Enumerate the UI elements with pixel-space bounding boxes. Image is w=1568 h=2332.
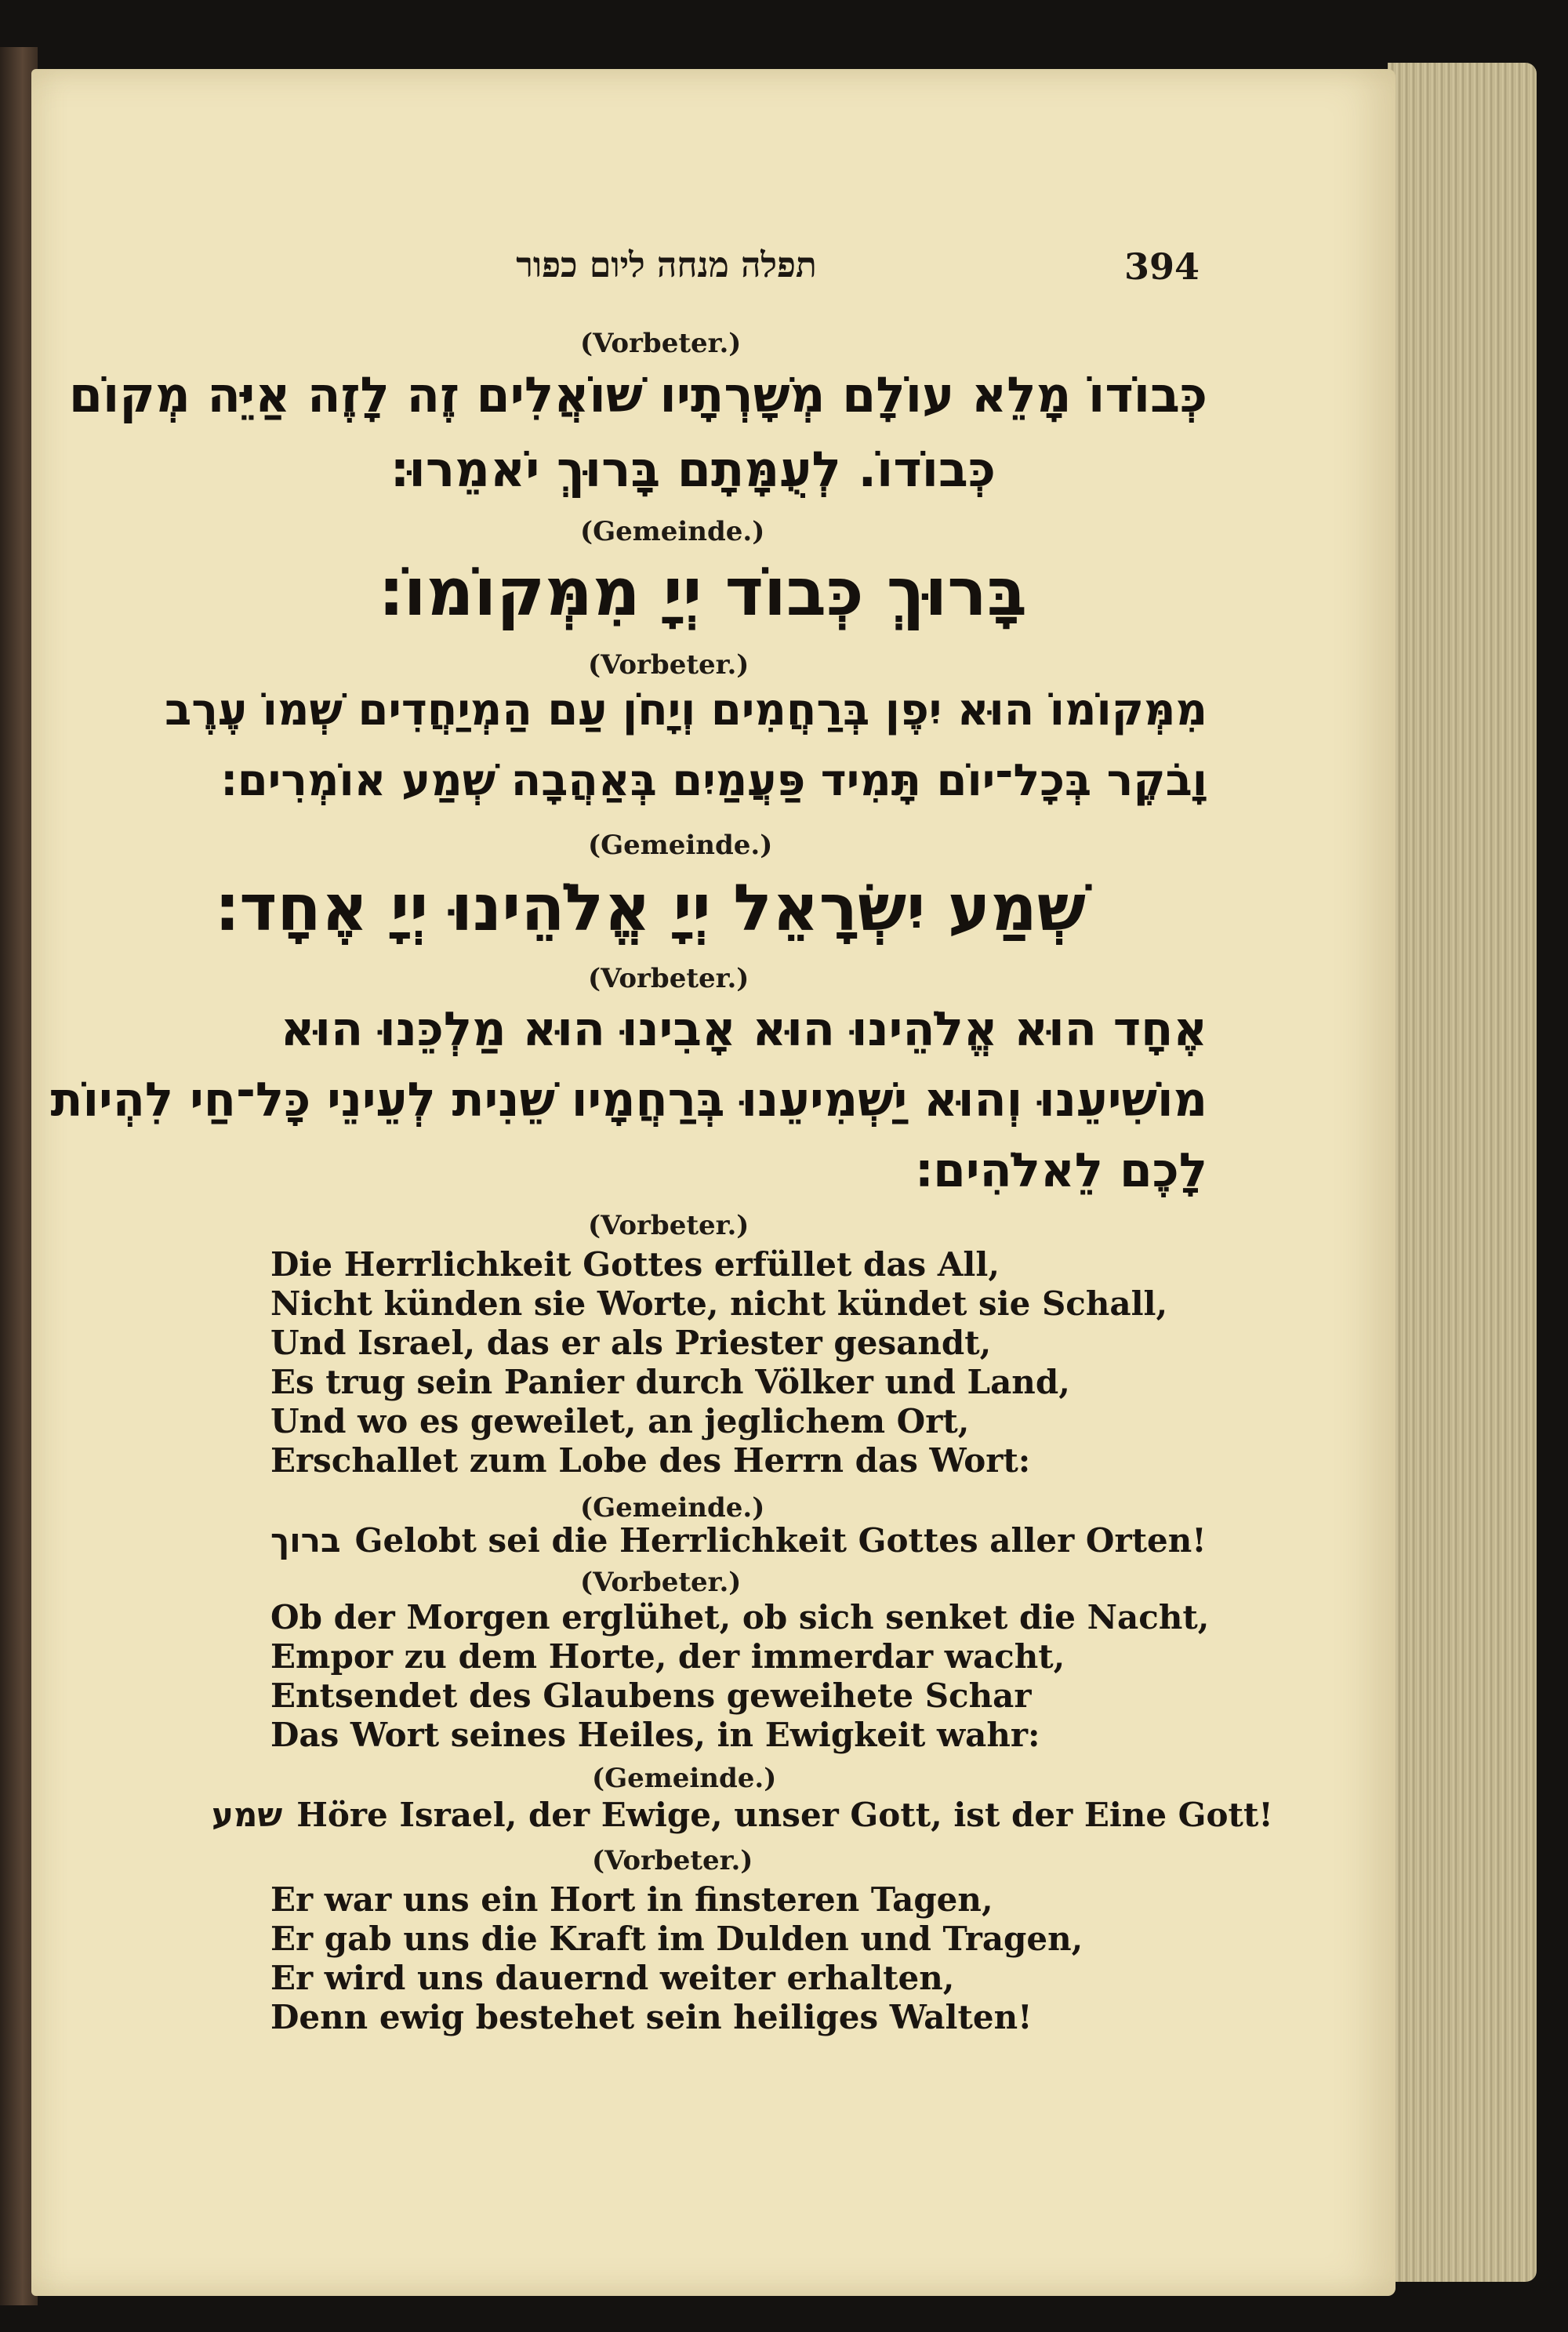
hebrew-line-shema: שְׁמַע יִשְׂרָאֵל יְיָ אֱלֹהֵינוּ יְיָ אֶחָד׃ [215,871,1086,946]
german-stanza-3 [270,1880,1083,2037]
hebrew-line-echad-3: לָכֶם לֵאלֹהִים׃ [915,1143,1207,1198]
response-hebrew-word: ברוך [270,1521,341,1560]
speaker-label-vorbeter: (Vorbeter.) [580,328,742,359]
german-line: Empor zu dem Horte, der immerdar wacht, [270,1637,1065,1676]
hebrew-line-baruch: בָּרוּךְ כְּבוֹד יְיָ מִמְּקוֹמוֹ׃ [379,554,1027,630]
german-line: Entsendet des Glaubens geweihete Schar [270,1676,1032,1715]
page-number: 394 [1123,245,1200,288]
german-line: Es trug sein Panier durch Völker und Land, [270,1363,1070,1401]
german-line: Und Israel, das er als Priester gesandt, [270,1324,992,1362]
page-edges [1388,63,1537,2282]
german-line: Die Herrlichkeit Gottes erfüllet das All, [270,1245,1000,1284]
speaker-label-vorbeter: (Vorbeter.) [592,1845,753,1876]
hebrew-line-echad-1: אֶחָד הוּא אֱלֹהֵינוּ הוּא אָבִינוּ הוּא מַלְכֵּנוּ הוּא [280,1002,1207,1057]
response-hebrew-word: שמע [212,1796,283,1834]
german-line: Er wird uns dauernd weiter erhalten, [270,1959,955,1997]
page-content [31,69,1396,2296]
speaker-label-vorbeter: (Vorbeter.) [580,1567,742,1598]
german-line: Denn ewig bestehet sein heiliges Walten! [270,1998,1033,2036]
hebrew-line-mimkomo-1: מִמְּקוֹמוֹ הוּא יִפֶן בְּרַחֲמִים וְיָחֹן עַם הַמְיַחֲדִים שְׁמוֹ עֶרֶב [165,685,1207,736]
speaker-label-gemeinde: (Gemeinde.) [580,516,765,547]
german-line: Das Wort seines Heiles, in Ewigkeit wahr: [270,1716,1040,1754]
running-title: תפלה מנחה ליום כפור [516,245,817,285]
speaker-label-gemeinde: (Gemeinde.) [592,1763,777,1794]
hebrew-line-kevodo-2: כְּבוֹדוֹ. לְעֻמָּתָם בָּרוּךְ יֹאמֵרוּ׃ [390,441,996,498]
german-line: Er war uns ein Hort in finsteren Tagen, [270,1880,993,1919]
german-line: Er gab uns die Kraft im Dulden und Tragen, [270,1920,1083,1958]
hebrew-line-echad-2: מוֹשִׁיעֵנוּ וְהוּא יַשְׁמִיעֵנוּ בְּרַחֲמָיו שֵׁנִית לְעֵינֵי כָּל־חַי לִהְיוֹת [50,1073,1207,1128]
german-response-1 [270,1521,1207,1560]
hebrew-line-mimkomo-2: וָבֹקֶר בְּכָל־יוֹם תָּמִיד פַּעֲמַיִם בְּאַהֲבָה שְׁמַע אוֹמְרִים׃ [220,755,1207,806]
response-text: Höre Israel, der Ewige, unser Gott, ist der Eine Gott! [296,1796,1273,1834]
german-stanza-2 [270,1598,1209,1755]
german-line: Nicht künden sie Worte, nicht kündet sie Schall, [270,1284,1168,1323]
speaker-label-gemeinde: (Gemeinde.) [588,830,773,861]
response-text: Gelobt sei die Herrlichkeit Gottes aller Orten! [354,1521,1207,1560]
german-stanza-1 [270,1245,1167,1480]
speaker-label-vorbeter: (Vorbeter.) [588,1210,750,1241]
speaker-label-gemeinde: (Gemeinde.) [580,1492,765,1524]
book-page [31,69,1396,2296]
german-response-2 [212,1796,1273,1834]
german-line: Ob der Morgen erglühet, ob sich senket die Nacht, [270,1598,1210,1636]
german-line: Erschallet zum Lobe des Herrn das Wort: [270,1441,1031,1480]
german-line: Und wo es geweilet, an jeglichem Ort, [270,1402,970,1440]
speaker-label-vorbeter: (Vorbeter.) [588,649,750,681]
speaker-label-vorbeter: (Vorbeter.) [588,963,750,994]
hebrew-line-kevodo-1: כְּבוֹדוֹ מָלֵא עוֹלָם מְשָׁרְתָיו שׁוֹאֲלִים זֶה לָזֶה אַיֵּה מְקוֹם [68,366,1207,423]
page-header [180,245,1200,300]
